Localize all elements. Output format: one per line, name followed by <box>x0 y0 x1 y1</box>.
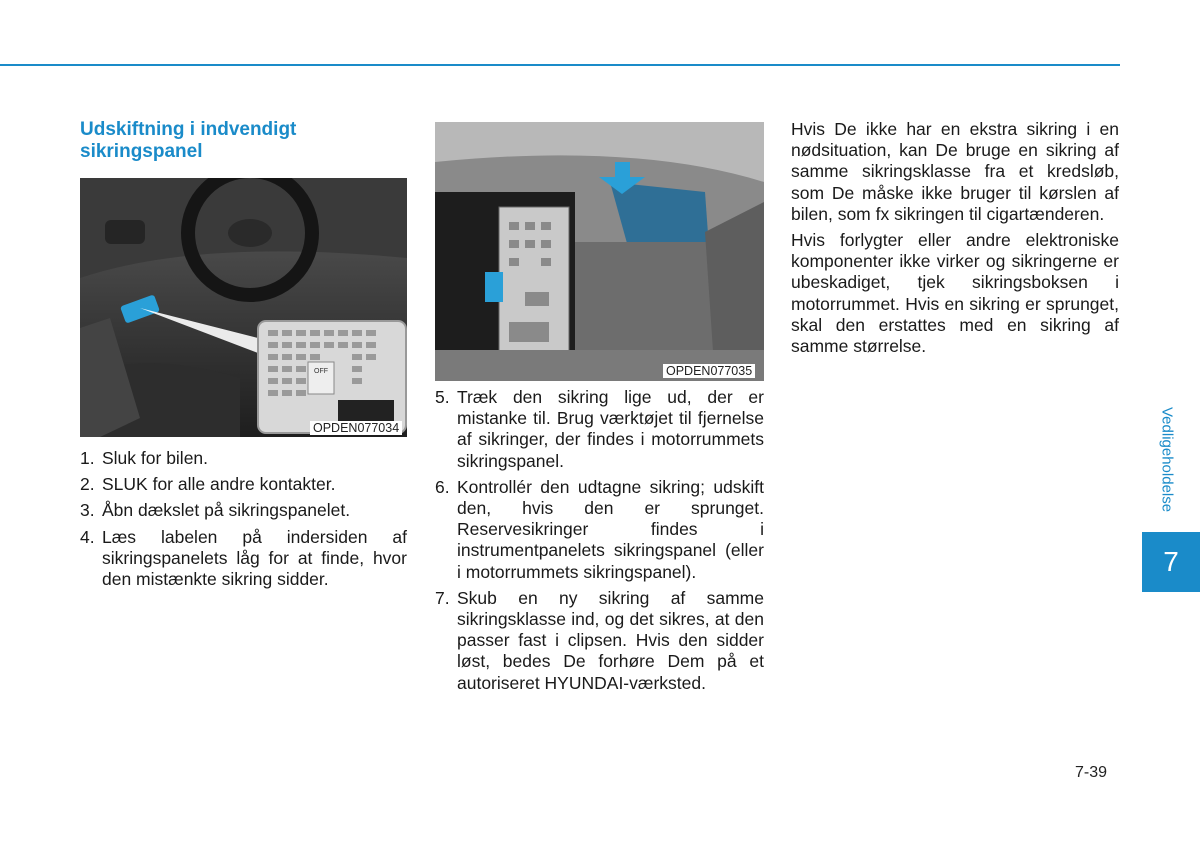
step-3: 3. Åbn dækslet på sikringspanelet. <box>80 500 351 521</box>
step-1: 1. Sluk for bilen. <box>80 448 209 468</box>
step-4: 4. Læs labelen på indersiden af sikringspanelets låg for at finde, hvor den mistænkte sikring sidder. <box>80 526 407 590</box>
interior-figure-caption: OPDEN077034 <box>310 421 402 435</box>
engine-fuse-photo <box>435 122 764 381</box>
step-7: 7. Skub en ny sikring af samme sikringsklasse ind, og det sikres, at den passer fast i clipsen. Hvis den sidder løst, bedes De forhøre Dem på et autoriseret HYUNDAI-værksted. <box>435 587 764 693</box>
section-heading: Udskiftning i indvendigt sikringspanel <box>80 119 297 162</box>
middle-steps <box>435 387 764 699</box>
step-6: 6. Kontrollér den udtagne sikring; udskift den, hvis den er sprunget. Reservesikringer findes i instrumentpanelets sikringspanel (eller i motorrummets sikringspanel). <box>435 476 764 582</box>
top-rule <box>0 64 1120 66</box>
left-steps <box>80 448 407 595</box>
step-5: 5. Træk den sikring lige ud, der er mistanke til. Brug værktøjet til fjernelse af sikringer, der findes i motorrummets sikringspanel. <box>435 387 764 471</box>
off-switch-label: OFF <box>314 368 328 375</box>
paragraph-spare-fuse: Hvis De ikke har en ekstra sikring i en nødsituation, kan De bruge en sikring af samme sikringsklasse fra et kredsløb, som De måske ikke bruger til kørslen af bilen, som fx sikringen til cigartænderen. <box>791 119 1119 224</box>
right-column <box>791 119 1119 362</box>
page-number: 7-39 <box>1075 764 1108 781</box>
chapter-title: Vedligeholdelse <box>1158 407 1176 513</box>
engine-figure-caption: OPDEN077035 <box>663 364 755 378</box>
interior-fuse-photo <box>80 178 407 437</box>
paragraph-engine-fusebox: Hvis forlygter eller andre elektroniske komponenter ikke virker og sikringerne er ubeskadiget, tjek sikringsboksen i motorrummet. Hvis en sikring er sprunget, skal den erstattes med en sikring af samme størrelse. <box>791 230 1119 357</box>
step-2: 2. SLUK for alle andre kontakter. <box>80 474 336 495</box>
chapter-number-tab: 7 <box>1142 532 1200 592</box>
